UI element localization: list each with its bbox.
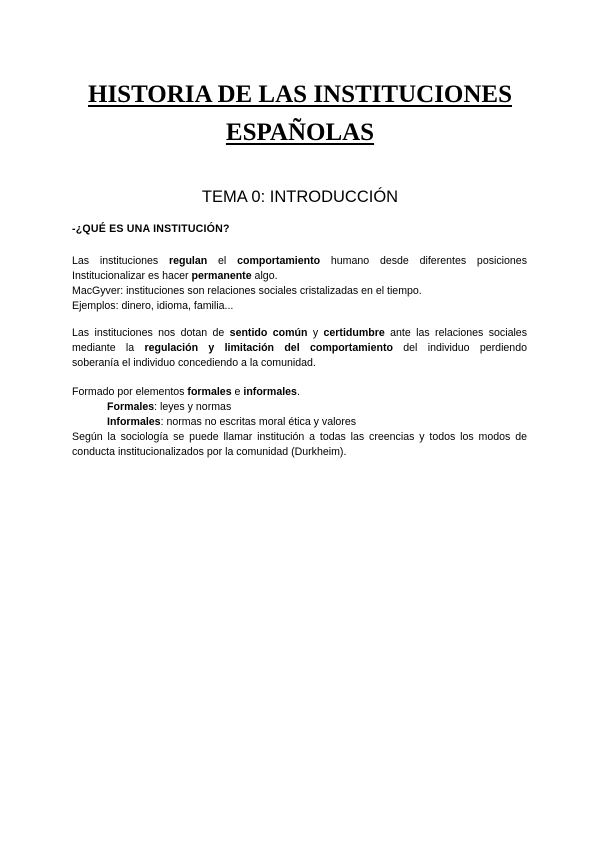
paragraph-line: conducta institucionalizados por la comunidad (Durkheim). xyxy=(72,446,347,458)
title-line-2: ESPAÑOLAS xyxy=(225,119,375,146)
paragraph-line: MacGyver: instituciones son relaciones sociales cristalizadas en el tiempo. xyxy=(72,285,422,297)
title-line-1: HISTORIA DE LAS INSTITUCIONES xyxy=(88,81,512,108)
document-title xyxy=(0,76,600,152)
paragraph-line: Informales: normas no escritas moral ética y valores xyxy=(107,416,357,428)
paragraph-line: Las instituciones nos dotan de sentido común y certidumbre ante las relaciones sociales xyxy=(72,327,527,339)
paragraph-line: mediante la regulación y limitación del comportamiento del individuo perdiendo xyxy=(72,342,527,354)
paragraph-line: Ejemplos: dinero, idioma, familia... xyxy=(72,300,234,312)
paragraph-line: Las instituciones regulan el comportamiento humano desde diferentes posiciones xyxy=(72,255,527,267)
paragraph-line: Formales: leyes y normas xyxy=(107,401,232,413)
paragraph-definition xyxy=(72,254,527,314)
paragraph-line: Según la sociología se puede llamar institución a todas las creencias y todos los modos de xyxy=(72,431,527,443)
section-heading: TEMA 0: INTRODUCCIÓN xyxy=(201,188,399,206)
paragraph-line: Institucionalizar es hacer permanente algo. xyxy=(72,270,278,282)
paragraph-line: Formado por elementos formales e informales. xyxy=(72,386,300,398)
question-heading: -¿QUÉ ES UNA INSTITUCIÓN? xyxy=(72,223,230,235)
paragraph-line: soberanía el individuo concediendo a la comunidad. xyxy=(72,357,316,369)
paragraph-elements xyxy=(72,385,527,460)
paragraph-function xyxy=(72,326,527,371)
